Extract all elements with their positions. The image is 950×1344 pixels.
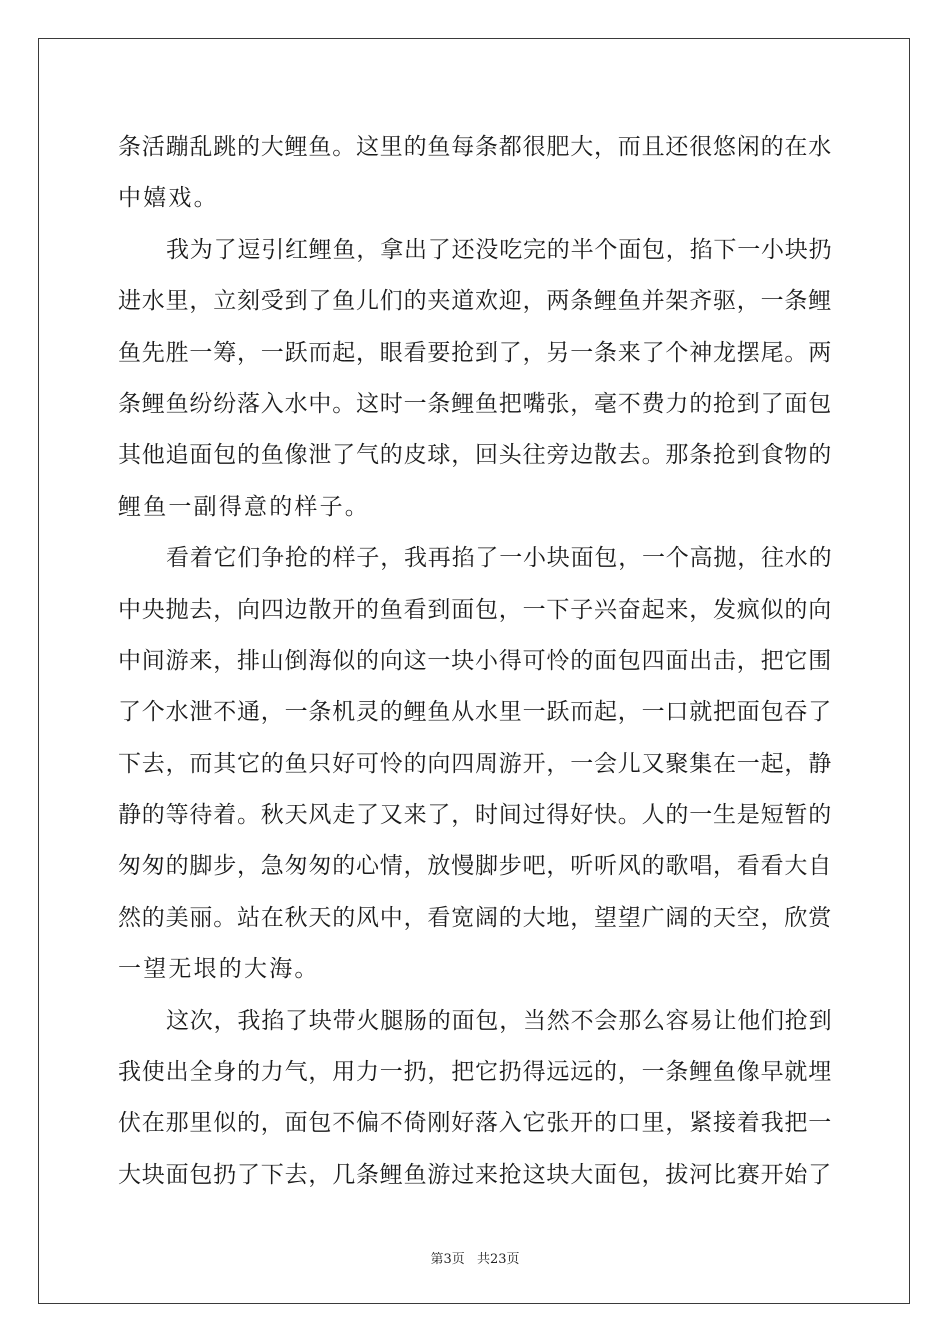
text-line: 其他追面包的鱼像泄了气的皮球，回头往旁边散去。那条抢到食物的 [118, 442, 832, 469]
text-line: 大块面包扔了下去，几条鲤鱼游过来抢这块大面包，拔河比赛开始了 [118, 1161, 832, 1188]
text-line: 一望无垠的大海。 [118, 956, 320, 983]
text-line: 静的等待着。秋天风走了又来了，时间过得好快。人的一生是短暂的 [118, 802, 832, 829]
text-line: 我为了逗引红鲤鱼，拿出了还没吃完的半个面包，掐下一小块扔 [166, 236, 833, 263]
text-line: 进水里，立刻受到了鱼儿们的夹道欢迎，两条鲤鱼并架齐驱，一条鲤 [118, 288, 832, 315]
text-line: 看着它们争抢的样子，我再掐了一小块面包，一个高抛，往水的 [166, 545, 833, 572]
text-line: 中央抛去，向四边散开的鱼看到面包，一下子兴奋起来，发疯似的向 [118, 596, 832, 623]
text-line: 条鲤鱼纷纷落入水中。这时一条鲤鱼把嘴张，毫不费力的抢到了面包 [118, 390, 832, 417]
text-line: 条活蹦乱跳的大鲤鱼。这里的鱼每条都很肥大，而且还很悠闲的在水 [118, 134, 832, 160]
text-line: 下去，而其它的鱼只好可怜的向四周游开，一会儿又聚集在一起，静 [118, 750, 832, 777]
text-line: 这次，我掐了块带火腿肠的面包，当然不会那么容易让他们抢到 [166, 1007, 833, 1034]
text-line: 鱼先胜一筹，一跃而起，眼看要抢到了，另一条来了个神龙摆尾。两 [118, 339, 832, 366]
text-line: 中嬉戏。 [118, 185, 219, 212]
text-line: 我使出全身的力气，用力一扔，把它扔得远远的，一条鲤鱼像早就埋 [118, 1059, 832, 1086]
page-number: 第3页 [430, 1252, 465, 1267]
text-line: 鲤鱼一副得意的样子。 [118, 493, 370, 520]
text-line: 了个水泄不通，一条机灵的鲤鱼从水里一跃而起，一口就把面包吞了 [118, 699, 832, 726]
page-footer [0, 1248, 950, 1267]
document-body [118, 122, 834, 1201]
text-line: 然的美丽。站在秋天的风中，看宽阔的大地，望望广阔的天空，欣赏 [118, 904, 832, 931]
text-line: 伏在那里似的，面包不偏不倚刚好落入它张开的口里，紧接着我把一 [118, 1110, 832, 1137]
text-line: 中间游来，排山倒海似的向这一块小得可怜的面包四面出击，把它围 [118, 647, 832, 674]
text-line: 匆匆的脚步，急匆匆的心情，放慢脚步吧，听听风的歌唱，看看大自 [118, 853, 832, 880]
total-pages: 共23页 [476, 1252, 520, 1267]
